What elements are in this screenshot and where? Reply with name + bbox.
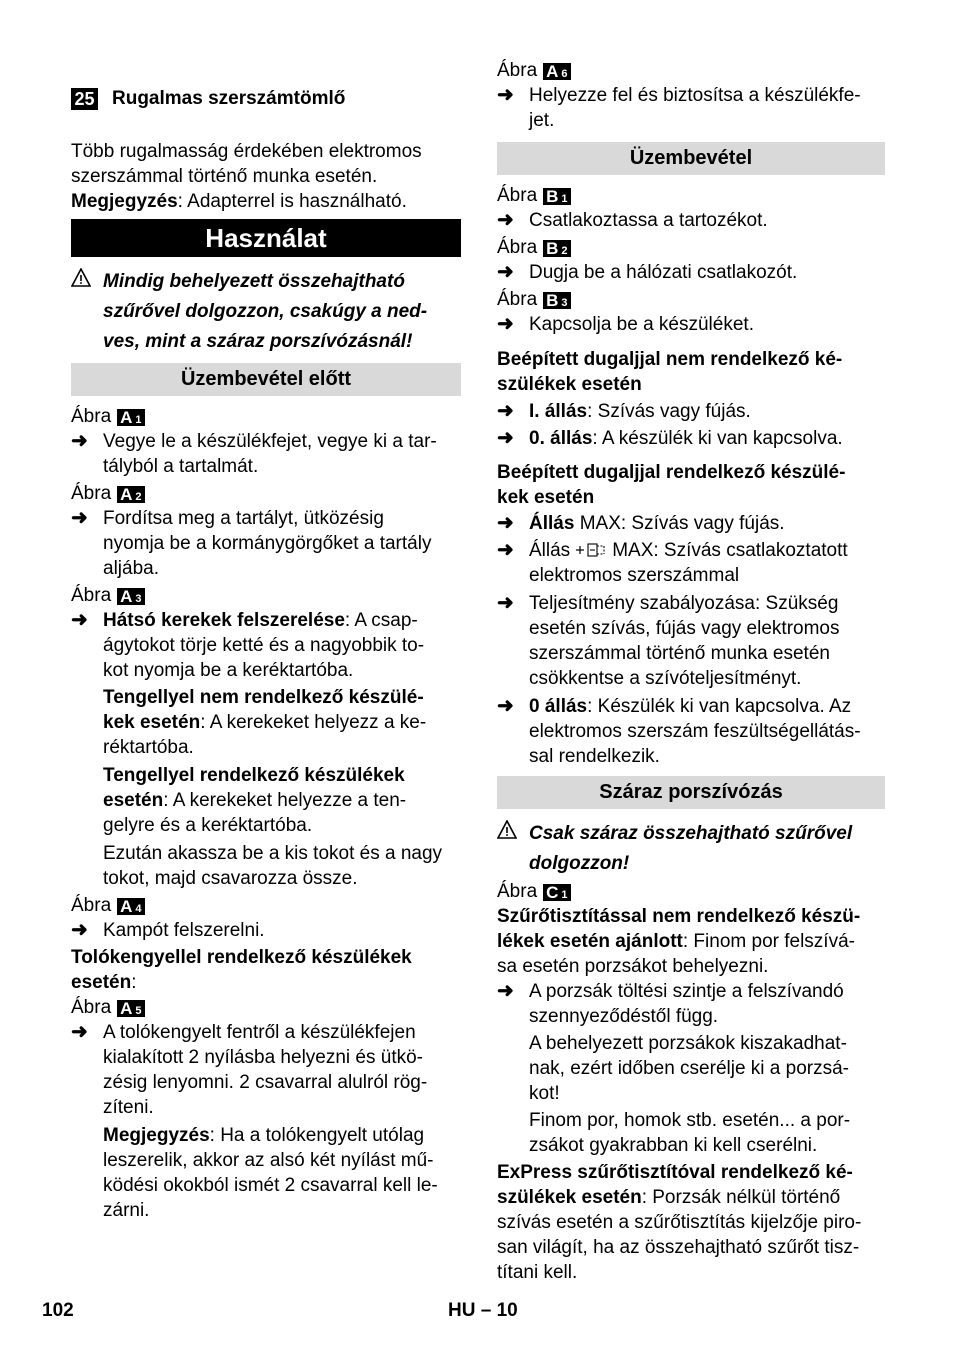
- arrow-right-icon: [497, 979, 519, 1004]
- item-line: [71, 945, 461, 970]
- instruction-item: [497, 538, 885, 588]
- item-line: [103, 710, 461, 735]
- item-line: leszerelik, akkor az alsó két nyílást mű-: [103, 1150, 434, 1171]
- item-line: szívás esetén a szűrőtisztítás kijelzője piro-: [497, 1212, 862, 1233]
- bag-paragraph: [497, 1031, 885, 1106]
- item-bold: Tengellyel rendelkező készülékek: [103, 765, 405, 786]
- arrow-right-icon: [71, 429, 93, 454]
- figure-letter: C: [546, 883, 559, 902]
- instruction-item: [497, 83, 885, 133]
- item-line: [497, 904, 885, 929]
- figure-number: 3: [135, 593, 142, 605]
- item-bold: szülékek esetén: [497, 374, 642, 395]
- item-line: elektromos szerszám feszültségellátás-: [529, 721, 861, 742]
- item-bold: ExPress szűrőtisztítóval rendelkező ké-: [497, 1162, 853, 1183]
- figure-number: 1: [561, 889, 568, 901]
- intro-line: Több rugalmasság érdekében elektromos: [71, 141, 422, 162]
- figure-ref-a1: [71, 404, 461, 429]
- item-text: : A kerekeket helyezz a ke-: [200, 712, 427, 733]
- item-bold: Tolókengyellel rendelkező készülékek: [71, 947, 412, 968]
- figure-label: Ábra: [71, 585, 112, 606]
- main-heading: Használat: [71, 219, 461, 257]
- arrow-right-icon: [497, 399, 519, 424]
- item-line: [103, 608, 461, 633]
- figure-number: 6: [561, 68, 568, 80]
- item-line: Ezután akassza be a kis tokot és a nagy: [103, 843, 443, 864]
- item-line: Teljesítmény szabályozása: Szükség: [529, 593, 839, 614]
- figure-badge: [543, 884, 570, 901]
- item-bold: 0 állás: [529, 696, 588, 717]
- figure-letter: A: [120, 485, 133, 504]
- item-line: ködési okokból ismét 2 csavarral kell le-: [103, 1175, 438, 1196]
- figure-label: Ábra: [497, 289, 538, 310]
- instruction-item: [497, 260, 885, 285]
- figure-number: 2: [135, 491, 142, 503]
- item-line: títani kell.: [497, 1262, 578, 1283]
- instruction-item: [71, 506, 461, 581]
- instruction-item: [497, 208, 885, 233]
- item-line: [103, 788, 461, 813]
- item-line: Fordítsa meg a tartályt, ütközésig: [103, 508, 384, 529]
- figure-letter: B: [546, 239, 559, 258]
- before-use-body: [71, 404, 461, 1223]
- arrow-right-icon: [497, 538, 519, 563]
- item-bold: esetén: [103, 790, 164, 811]
- figure-number: 4: [135, 903, 142, 915]
- figure-letter: B: [546, 291, 559, 310]
- instruction-item: [497, 426, 885, 451]
- item-line: zésig lenyomni. 2 csavarral alulról rög-: [103, 1072, 428, 1093]
- instruction-item: [497, 591, 885, 691]
- warning-line: ves, mint a száraz porszívózásnál!: [103, 331, 413, 352]
- item-bold: Hátsó kerekek felszerelése: [103, 610, 345, 631]
- warning-line: Mindig behelyezett összehajtható: [103, 271, 405, 292]
- instruction-item: [497, 511, 885, 536]
- note-label: Megjegyzés: [103, 1125, 210, 1146]
- item-line: Csatlakoztassa a tartozékot.: [529, 210, 768, 231]
- arrow-right-icon: [497, 426, 519, 451]
- item-line: [529, 538, 885, 563]
- figure-letter: A: [120, 408, 133, 427]
- before-use-heading: Üzembevétel előtt: [71, 363, 461, 396]
- dry-vacuuming-heading: Száraz porszívózás: [497, 776, 885, 809]
- power-tool-socket-icon: [574, 541, 608, 559]
- item-line: [529, 426, 885, 451]
- startup-body: [497, 183, 885, 769]
- arrow-right-icon: [71, 608, 93, 633]
- figure-ref-c1: [497, 879, 885, 904]
- figure-letter: A: [120, 897, 133, 916]
- section-number-badge: 25: [71, 88, 98, 110]
- figure-badge: [117, 486, 144, 503]
- right-column: [497, 0, 885, 1283]
- axle-paragraph: [71, 763, 461, 838]
- item-line: zsákot gyakrabban ki kell cserélni.: [529, 1135, 818, 1156]
- figure-ref-b1: [497, 183, 885, 208]
- figure-letter: A: [120, 999, 133, 1018]
- intro-line: szerszámmal történő munka esetén.: [71, 166, 378, 187]
- item-line: [497, 372, 885, 397]
- section-page-label: HU – 10: [448, 1300, 518, 1321]
- figure-ref-a4: [71, 893, 461, 918]
- bag-paragraph: [497, 1108, 885, 1158]
- figure-badge: [117, 588, 144, 605]
- instruction-item: [71, 429, 461, 479]
- instruction-item: [71, 1020, 461, 1120]
- arrow-right-icon: [497, 591, 519, 616]
- warning-icon: [497, 820, 517, 840]
- item-line: tokot, majd csavarozza össze.: [103, 868, 358, 889]
- item-line: szerszámmal történő munka esetén: [529, 643, 830, 664]
- item-line: [497, 460, 885, 485]
- item-line: [497, 1185, 885, 1210]
- item-line: réktartóba.: [103, 737, 194, 758]
- page-number: 102: [42, 1300, 74, 1321]
- item-line: [103, 685, 461, 710]
- figure-ref-a6: [497, 58, 885, 83]
- arrow-right-icon: [71, 1020, 93, 1045]
- item-line: csökkentse a szívóteljesítményt.: [529, 668, 802, 689]
- item-bold: kek esetén: [103, 712, 201, 733]
- warning-line: Csak száraz összehajtható szűrővel: [529, 823, 853, 844]
- figure-badge: [543, 292, 570, 309]
- note-text: : Ha a tolókengyelt utólag: [209, 1125, 425, 1146]
- figure-ref-b3: [497, 287, 885, 312]
- intro-paragraph: [71, 139, 461, 214]
- item-line: A behelyezett porzsákok kiszakadhat-: [529, 1033, 847, 1054]
- figure-number: 1: [561, 193, 568, 205]
- item-bold: I. állás: [529, 401, 588, 422]
- item-line: [497, 347, 885, 372]
- arrow-right-icon: [497, 312, 519, 337]
- item-line: [497, 1160, 885, 1185]
- item-line: ágytokot törje ketté és a nagyobbik to-: [103, 635, 425, 656]
- arrow-right-icon: [71, 918, 93, 943]
- item-line: [529, 694, 885, 719]
- item-line: Kapcsolja be a készüléket.: [529, 314, 754, 335]
- figure-badge: [543, 63, 570, 80]
- figure-letter: A: [120, 587, 133, 606]
- item-line: [529, 511, 885, 536]
- item-bold: szülékek esetén: [497, 1187, 642, 1208]
- item-line: [71, 970, 461, 995]
- item-line: Dugja be a hálózati csatlakozót.: [529, 262, 798, 283]
- item-line: Finom por, homok stb. esetén... a por-: [529, 1110, 851, 1131]
- figure-label: Ábra: [71, 997, 112, 1018]
- item-bold: Tengellyel nem rendelkező készülé-: [103, 687, 424, 708]
- item-line: szennyeződéstől függ.: [529, 1006, 719, 1027]
- item-line: kot nyomja be a keréktartóba.: [103, 660, 354, 681]
- instruction-item: [497, 694, 885, 769]
- figure-number: 2: [561, 245, 568, 257]
- item-text: : Készülék ki van kapcsolva. Az: [587, 696, 852, 717]
- item-line: elektromos szerszámmal: [529, 565, 740, 586]
- item-line: esetén szívás, fújás vagy elektromos: [529, 618, 840, 639]
- figure-ref-a3: [71, 583, 461, 608]
- item-line: [497, 485, 885, 510]
- figure-ref-a5: [71, 995, 461, 1020]
- item-line: kialakított 2 nyílásba helyezni és ütkö-: [103, 1047, 424, 1068]
- item-line: nak, ezért időben cserélje ki a porzsá-: [529, 1058, 849, 1079]
- item-bold: Beépített dugaljjal nem rendelkező ké-: [497, 349, 843, 370]
- item-text: : A kerekeket helyezze a ten-: [163, 790, 407, 811]
- figure-label: Ábra: [497, 881, 538, 902]
- item-line: [497, 929, 885, 954]
- item-text: : A készülék ki van kapcsolva.: [592, 428, 843, 449]
- item-line: A porzsák töltési szintje a felszívandó: [529, 981, 844, 1002]
- warning-block: [71, 267, 461, 357]
- then-paragraph: [71, 841, 461, 891]
- figure-number: 1: [135, 414, 142, 426]
- item-bold: Beépített dugaljjal rendelkező készülé-: [497, 462, 846, 483]
- item-bold: kek esetén: [497, 487, 595, 508]
- no-axle-paragraph: [71, 685, 461, 760]
- item-line: sa esetén porzsákot behelyezni.: [497, 956, 769, 977]
- figure-label: Ábra: [497, 237, 538, 258]
- item-text: MAX: Szívás vagy fújás.: [574, 513, 785, 534]
- item-line: gelyre és a keréktartóba.: [103, 815, 313, 836]
- item-line: sal rendelkezik.: [529, 746, 660, 767]
- dry-warning-block: [497, 819, 885, 879]
- item-line: [529, 399, 885, 424]
- item-line: zárni.: [103, 1200, 150, 1221]
- recommendation-paragraph: [497, 904, 885, 979]
- figure-label: Ábra: [71, 483, 112, 504]
- instruction-item: [497, 399, 885, 424]
- arrow-right-icon: [71, 506, 93, 531]
- figure-label: Ábra: [71, 406, 112, 427]
- figure-letter: A: [546, 62, 559, 81]
- item-text: : A csap-: [344, 610, 418, 631]
- item-line: Kampót felszerelni.: [103, 920, 265, 941]
- item-line: san világít, ha az összehajtható szűrőt tisz-: [497, 1237, 860, 1258]
- section-25-title: Rugalmas szerszámtömlő: [112, 88, 346, 110]
- dry-body: [497, 879, 885, 1285]
- item-line: Vegye le a készülékfejet, vegye ki a tar-: [103, 431, 437, 452]
- item-line: A tolókengyelt fentről a készülékfejen: [103, 1022, 416, 1043]
- no-socket-heading: [497, 347, 885, 397]
- instruction-item: [497, 979, 885, 1029]
- figure-badge: [543, 240, 570, 257]
- instruction-item: [71, 608, 461, 683]
- note-label: Megjegyzés: [71, 191, 178, 212]
- figure-number: 5: [135, 1005, 142, 1017]
- note-text: : Adapterrel is használható.: [177, 191, 407, 212]
- item-bold: lékek esetén ajánlott: [497, 931, 683, 952]
- item-line: nyomja be a kormánygörgőket a tartály: [103, 533, 432, 554]
- arrow-right-icon: [497, 83, 519, 108]
- item-line: Helyezze fel és biztosítsa a készülékfe-: [529, 85, 861, 106]
- item-line: tályból a tartalmát.: [103, 456, 259, 477]
- item-text: : Finom por felszívá-: [682, 931, 855, 952]
- figure-badge: [117, 409, 144, 426]
- arrow-right-icon: [497, 260, 519, 285]
- a6-block: [497, 58, 885, 133]
- figure-badge: [117, 1000, 144, 1017]
- item-bold: esetén: [71, 972, 132, 993]
- instruction-item: [71, 918, 461, 943]
- item-line: [103, 763, 461, 788]
- figure-number: 3: [561, 297, 568, 309]
- push-handle-heading: [71, 945, 461, 995]
- item-bold: Állás: [529, 513, 575, 534]
- warning-icon: [71, 268, 91, 288]
- section-25-heading: [71, 88, 461, 110]
- item-line: jet.: [529, 110, 555, 131]
- a5-note-paragraph: [71, 1123, 461, 1223]
- arrow-right-icon: [497, 694, 519, 719]
- item-line: aljába.: [103, 558, 159, 579]
- arrow-right-icon: [497, 511, 519, 536]
- figure-ref-b2: [497, 235, 885, 260]
- startup-heading: Üzembevétel: [497, 142, 885, 175]
- figure-letter: B: [546, 187, 559, 206]
- warning-line: dolgozzon!: [529, 853, 630, 874]
- item-text: : Porzsák nélkül történő: [641, 1187, 841, 1208]
- warning-line: szűrővel dolgozzon, csakúgy a ned-: [103, 301, 428, 322]
- intro-note: [71, 189, 461, 214]
- item-text: MAX: Szívás csatlakoztatott: [612, 540, 848, 561]
- left-column: [71, 0, 461, 1221]
- item-bold: 0. állás: [529, 428, 593, 449]
- socket-heading: [497, 460, 885, 510]
- item-text: :: [131, 972, 137, 993]
- item-line: [103, 1123, 461, 1148]
- item-bold: Szűrőtisztítással nem rendelkező készü-: [497, 906, 861, 927]
- figure-ref-a2: [71, 481, 461, 506]
- item-text: Állás: [529, 540, 571, 561]
- instruction-item: [497, 312, 885, 337]
- item-line: zíteni.: [103, 1097, 154, 1118]
- item-text: : Szívás vagy fújás.: [587, 401, 751, 422]
- figure-label: Ábra: [71, 895, 112, 916]
- express-paragraph: [497, 1160, 885, 1285]
- figure-badge: [117, 898, 144, 915]
- arrow-right-icon: [497, 208, 519, 233]
- figure-label: Ábra: [497, 185, 538, 206]
- figure-badge: [543, 188, 570, 205]
- figure-label: Ábra: [497, 60, 538, 81]
- item-line: kot!: [529, 1083, 560, 1104]
